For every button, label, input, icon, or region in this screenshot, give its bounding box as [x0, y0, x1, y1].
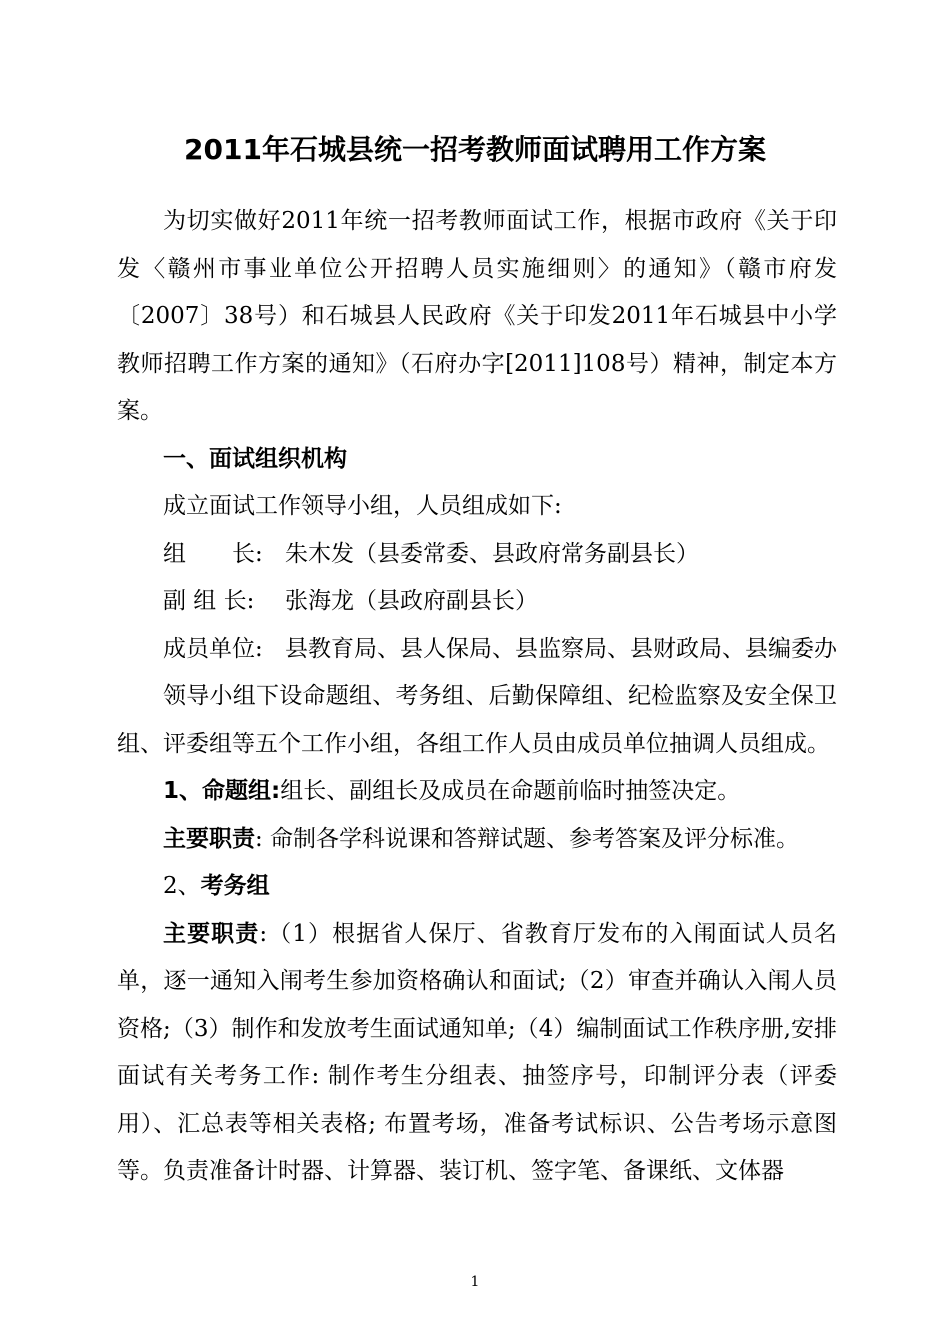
group1-duty-paragraph: [117, 816, 837, 864]
group2-heading: 考务组: [200, 873, 270, 899]
member-units-value: 县教育局、县人保局、县监察局、县财政局、县编委办: [285, 635, 837, 662]
group2-heading-paragraph: [117, 863, 837, 911]
section-heading-organization: 一、面试组织机构: [163, 445, 347, 472]
group1-duty-text: : 命制各学科说课和答辩试题、参考答案及评分标准。: [255, 825, 800, 852]
member-units-row: [117, 626, 837, 674]
document-title: 2011年石城县统一招考教师面试聘用工作方案: [184, 133, 766, 166]
group2-duty-paragraph: [117, 911, 837, 1196]
group1-text: 组长、副组长及成员在命题前临时抽签决定。: [280, 778, 741, 804]
group2-number: 2、: [163, 873, 201, 899]
group1-duty-label: 主要职责: [163, 825, 255, 852]
deputy-leader-label: 副 组 长:: [163, 588, 255, 614]
group1-paragraph: [117, 768, 837, 816]
leader-value: 朱木发（县委常委、县政府常务副县长）: [285, 540, 699, 567]
leader-label: 组 长:: [163, 540, 263, 567]
member-units-label: 成员单位:: [163, 635, 263, 662]
subgroups-paragraph: 领导小组下设命题组、考务组、后勤保障组、纪检监察及安全保卫组、评委组等五个工作小组，各组工作人员由成员单位抽调人员组成。: [117, 683, 837, 757]
document-body: [117, 198, 837, 1196]
group2-duty-label: 主要职责: [163, 920, 260, 947]
leader-row: [117, 531, 837, 579]
deputy-leader-value: 张海龙（县政府副县长）: [285, 588, 538, 614]
deputy-leader-row: [117, 578, 837, 626]
group1-heading: 1、命题组:: [163, 778, 281, 804]
page-number: 1: [470, 1274, 480, 1290]
section-lead: 成立面试工作领导小组，人员组成如下:: [163, 493, 562, 519]
intro-paragraph: 为切实做好2011年统一招考教师面试工作，根据市政府《关于印发〈赣州市事业单位公开招聘人员实施细则〉的通知》（赣市府发〔2007〕38号）和石城县人民政府《关于印发2011年石城县中小学教师招聘工作方案的通知》（石府办字[2011]108号）精神，制定本方案。: [117, 208, 837, 424]
group2-duty-text: :（1）根据省人保厅、省教育厅发布的入闱面试人员名单，逐一通知入闱考生参加资格确认和面试;（2）审查并确认入闱人员资格;（3）制作和发放考生面试通知单;（4）编制面试工作秩序册,安排面试有关考务工作: 制作考生分组表、抽签序号，印制评分表（评委用）、汇总表等相关表格; 布置考场，准备考试标识、公告考场示意图等。负责准备计时器、计算器、装订机、签字笔、备课纸、文体器: [117, 920, 837, 1184]
